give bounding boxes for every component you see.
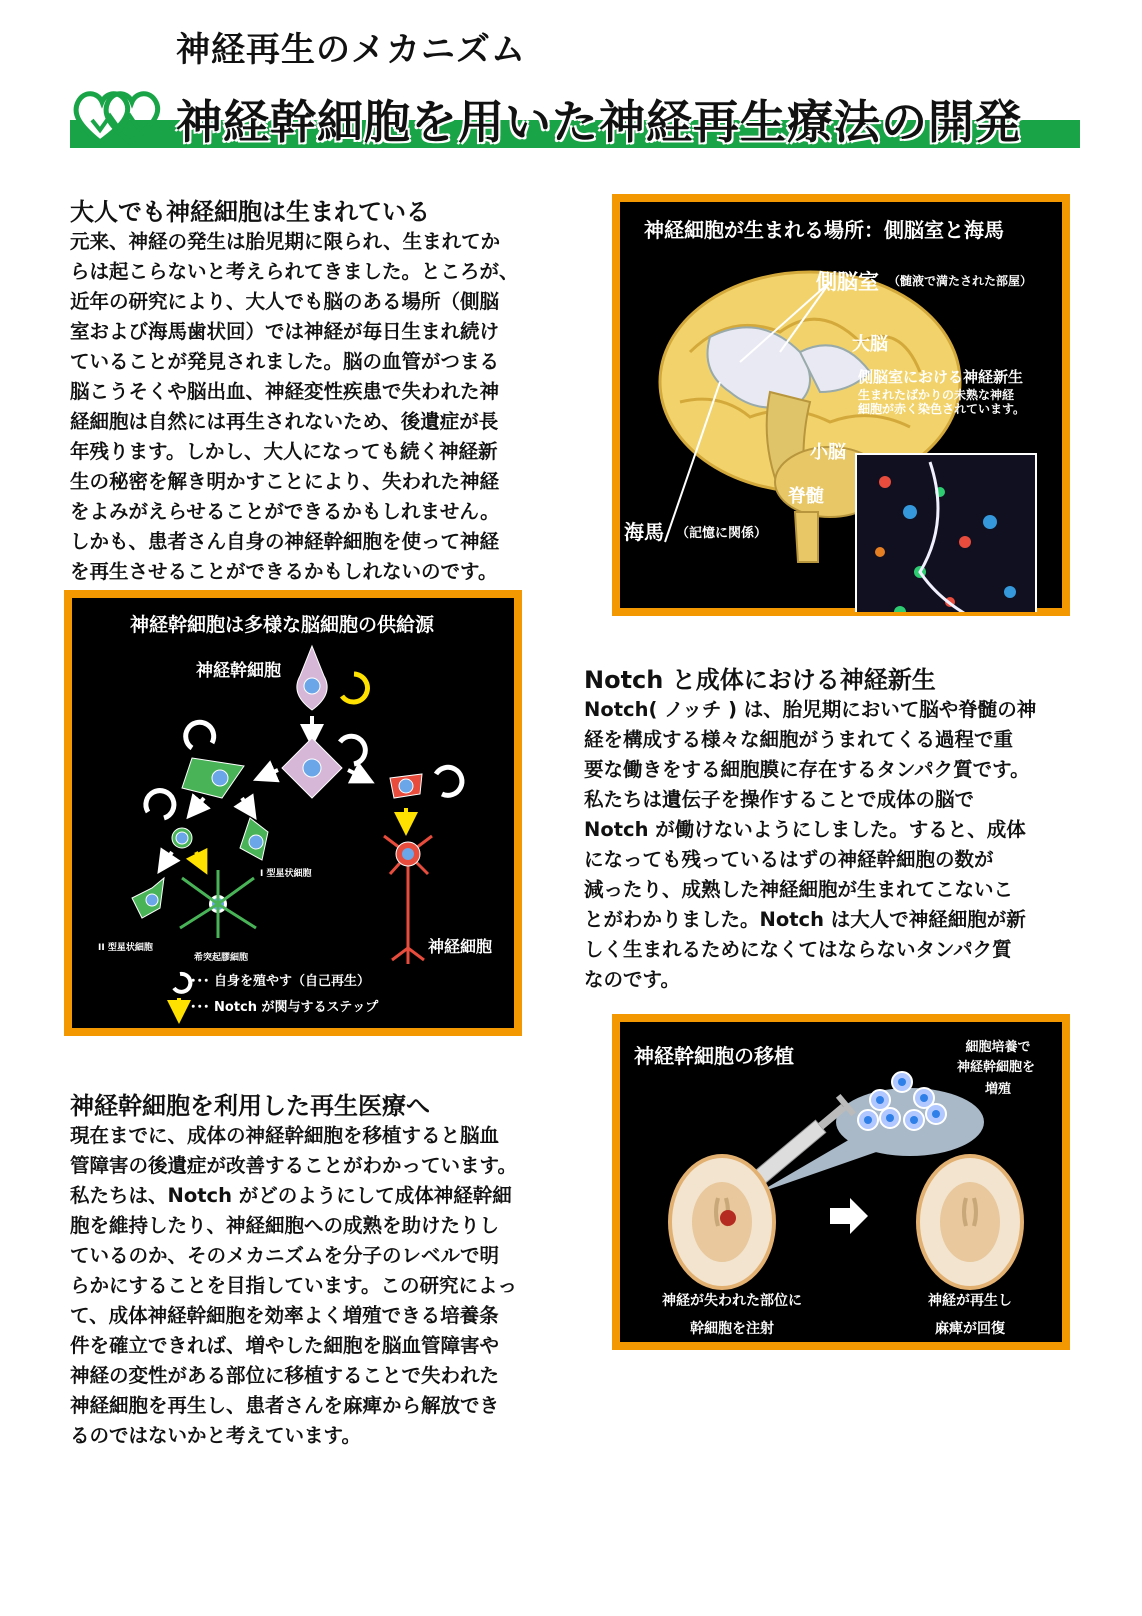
body-line: ているのか、そのメカニズムを分子のレベルで明 bbox=[70, 1244, 500, 1267]
body-line: Notch( ノッチ ) は、胎児期において脳や脊髄の神 bbox=[584, 698, 1037, 721]
body-line: ていることが発見されました。脳の血管がつまる bbox=[70, 350, 500, 373]
label-neuron: 神経細胞 bbox=[428, 937, 493, 956]
figure-title: 神経細胞が生まれる場所：側脳室と海馬 bbox=[644, 218, 1004, 242]
body-line: 私たちは、Notch がどのようにして成体神経幹細 bbox=[70, 1184, 512, 1207]
label-culture-1: 細胞培養で bbox=[965, 1040, 1031, 1055]
body-line: Notch が働けないようにしました。すると、成体 bbox=[584, 818, 1026, 841]
body-line: 室および海馬歯状回）では神経が毎日生まれ続け bbox=[70, 320, 500, 343]
label-ventricle: 側脳室 bbox=[816, 270, 879, 294]
body-line: 脳こうそくや脳出血、神経変性疾患で失われた神 bbox=[70, 380, 500, 403]
body-line: 神経細胞を再生し、患者さんを麻痺から解放でき bbox=[70, 1394, 500, 1417]
body-line: しく生まれるためになくてはならないタンパク質 bbox=[584, 938, 1012, 961]
section-adult-neurogenesis bbox=[70, 192, 550, 587]
label-stem-cell: 神経幹細胞 bbox=[196, 661, 281, 681]
label-recovery-2: 麻痺が回復 bbox=[935, 1321, 1005, 1337]
label-cerebrum: 大脳 bbox=[852, 334, 888, 355]
label-type2-astrocyte: II 型星状細胞 bbox=[98, 943, 153, 953]
section-heading: 大人でも神経細胞は生まれている bbox=[70, 198, 430, 226]
label-culture-3: 増殖 bbox=[984, 1082, 1011, 1097]
body-line: て、成体神経幹細胞を効率よく増殖できる培養条 bbox=[70, 1304, 499, 1327]
body-line: 神経の変性がある部位に移植することで失われた bbox=[70, 1364, 500, 1387]
cell-lineage-diagram bbox=[72, 598, 514, 1028]
body-line: 生の秘密を解き明かすことにより、失われた神経 bbox=[70, 470, 500, 493]
section-regenerative-medicine bbox=[70, 1086, 550, 1451]
section-body bbox=[70, 1121, 550, 1451]
section-body bbox=[584, 695, 1066, 995]
figure-title: 神経幹細胞の移植 bbox=[634, 1044, 794, 1068]
body-line: らかにすることを目指しています。この研究によっ bbox=[70, 1274, 517, 1297]
body-line: 現在までに、成体の神経幹細胞を移植すると脳血 bbox=[70, 1124, 500, 1147]
body-line: 管障害の後遺症が改善することがわかっています。 bbox=[70, 1154, 517, 1177]
body-line: 元来、神経の発生は胎児期に限られ、生まれてか bbox=[70, 230, 501, 253]
page-subtitle: 神経再生のメカニズム bbox=[176, 30, 526, 70]
legend-notch-step: ･･･ Notch が関与するステップ bbox=[190, 1000, 379, 1015]
section-heading: Notch と成体における神経新生 bbox=[584, 666, 936, 694]
label-inset-title: 側脳室における神経新生 bbox=[858, 368, 1024, 386]
body-line: 私たちは遺伝子を操作することで成体の脳で bbox=[584, 788, 975, 811]
figure-brain-panel bbox=[612, 194, 1070, 616]
body-line: をよみがえらせることができるかもしれません。 bbox=[70, 500, 500, 523]
figure-transplant-panel bbox=[612, 1014, 1070, 1350]
label-injection-2: 幹細胞を注射 bbox=[690, 1321, 774, 1337]
label-hippocampus: 海馬 bbox=[624, 520, 664, 544]
label-cerebellum: 小脳 bbox=[810, 442, 846, 463]
body-line: 件を確立できれば、増やした細胞を脳血管障害や bbox=[70, 1334, 500, 1357]
label-oligodendrocyte: 希突起膠細胞 bbox=[194, 953, 249, 963]
section-notch bbox=[584, 660, 1066, 995]
section-heading: 神経幹細胞を利用した再生医療へ bbox=[70, 1092, 430, 1120]
figure-title: 神経幹細胞は多様な脳細胞の供給源 bbox=[130, 614, 435, 636]
legend-self-renewal: ･･･ 自身を殖やす（自己再生） bbox=[190, 974, 371, 989]
body-line: を再生させることができるかもしれないのです。 bbox=[70, 560, 498, 583]
body-line: 要な働きをする細胞膜に存在するタンパク質です。 bbox=[584, 758, 1030, 781]
body-line: になっても残っているはずの神経幹細胞の数が bbox=[584, 848, 994, 871]
brain-illustration bbox=[620, 242, 1062, 612]
hearts-logo-icon bbox=[70, 84, 162, 150]
body-line: 胞を維持したり、神経細胞への成熟を助けたりし bbox=[70, 1214, 500, 1237]
label-ventricle-note: （髄液で満たされた部屋） bbox=[888, 274, 1033, 288]
section-body bbox=[70, 227, 550, 587]
body-line: 年残ります。しかし、大人になっても続く神経新 bbox=[70, 440, 498, 463]
body-line: 減ったり、成熟した神経細胞が生まれてこないこ bbox=[584, 878, 1014, 901]
label-inset-note2: 細胞が赤く染色されています。 bbox=[858, 402, 1026, 416]
label-inset-note1: 生まれたばかりの未熟な神経 bbox=[858, 388, 1015, 402]
body-line: 近年の研究により、大人でも脳のある場所（側脳 bbox=[70, 290, 500, 313]
body-line: なのです。 bbox=[584, 968, 680, 991]
label-spinal: 脊髄 bbox=[788, 486, 824, 507]
body-line: しかも、患者さん自身の神経幹細胞を使って神経 bbox=[70, 530, 500, 553]
body-line: とがわかりました。Notch は大人で神経細胞が新 bbox=[584, 908, 1026, 931]
label-type1-astrocyte: I 型星状細胞 bbox=[260, 869, 312, 879]
label-hippocampus-note: （記憶に関係） bbox=[676, 526, 768, 541]
body-line: らは起こらないと考えられてきました。ところが、 bbox=[70, 260, 519, 283]
page-title: 神経幹細胞を用いた神経再生療法の開発 bbox=[176, 95, 1022, 149]
label-culture-2: 神経幹細胞を bbox=[956, 1060, 1035, 1075]
body-line: 経細胞は自然には再生されないため、後遺症が長 bbox=[70, 410, 499, 433]
body-line: 経を構成する様々な細胞がうまれてくる過程で重 bbox=[584, 728, 1014, 751]
label-injection-1: 神経が失われた部位に bbox=[662, 1293, 802, 1309]
body-line: るのではないかと考えています。 bbox=[70, 1424, 361, 1447]
figure-cells-panel bbox=[64, 590, 522, 1036]
label-recovery-1: 神経が再生し bbox=[928, 1293, 1012, 1309]
